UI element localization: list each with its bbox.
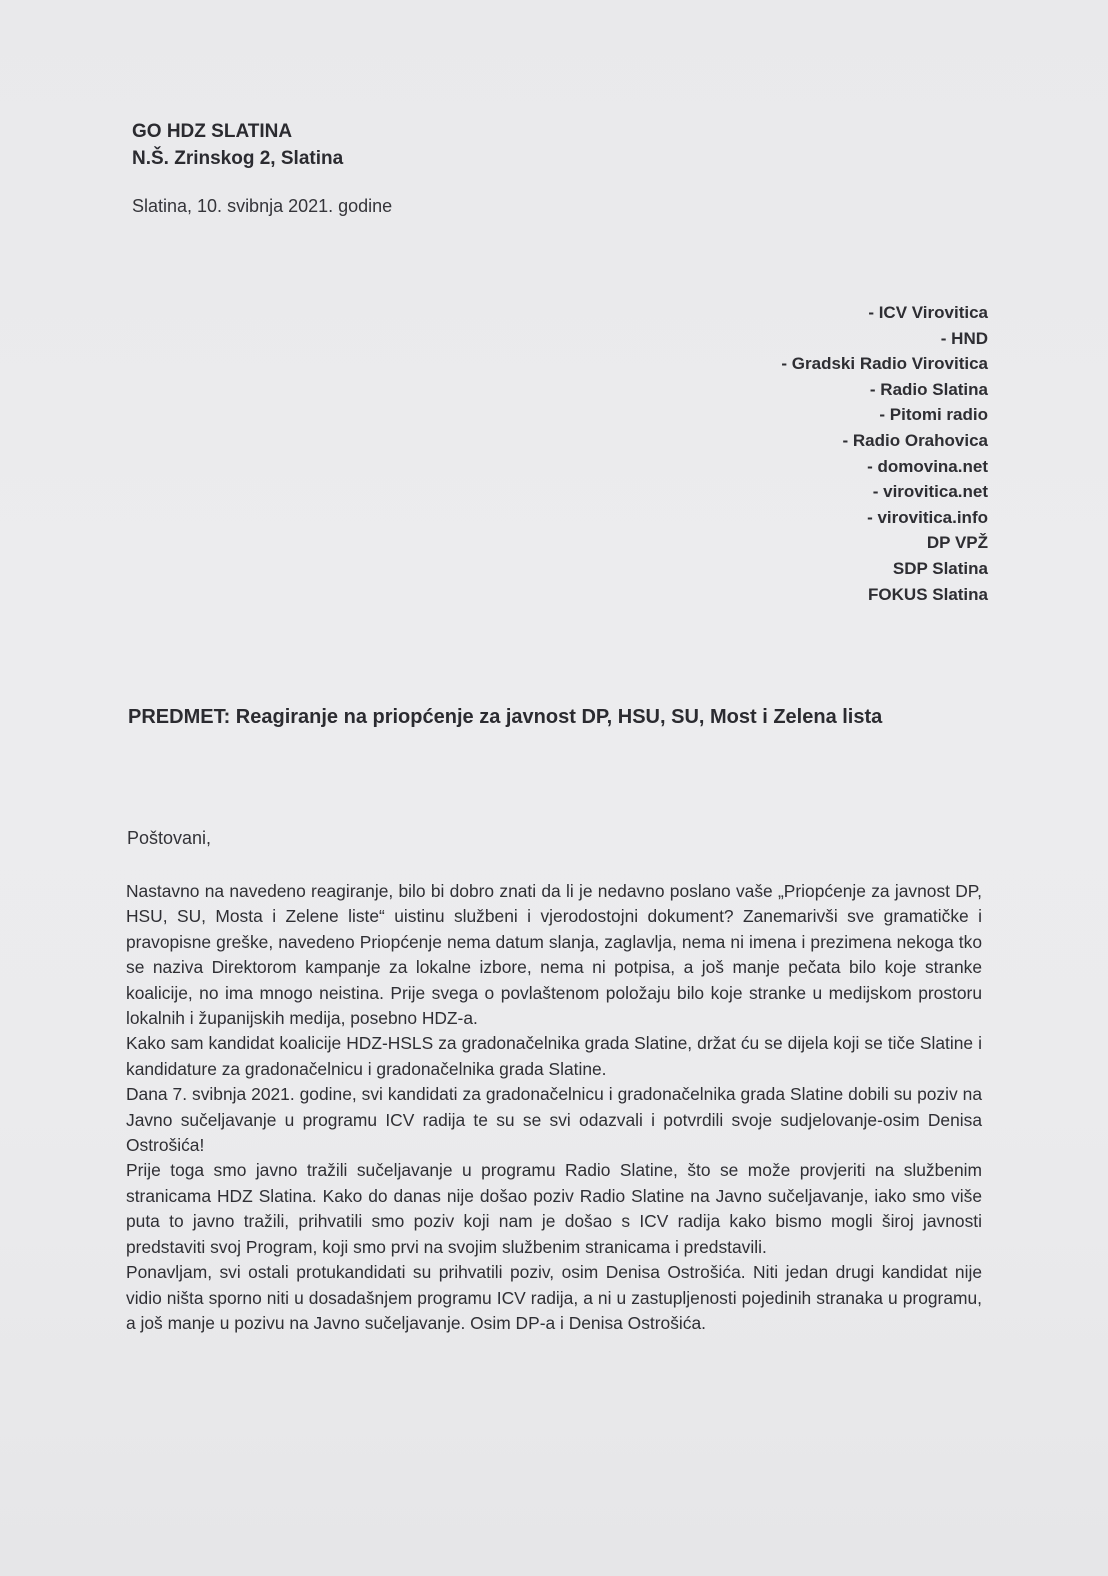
recipient-item: - Radio Slatina [869,379,988,399]
recipient-list [781,300,988,607]
recipient-item: - Pitomi radio [879,405,988,425]
recipient-item: DP VPŽ [926,533,988,553]
body-paragraph: Dana 7. svibnja 2021. godine, svi kandidati za gradonačelnicu i gradonačelnika grada Slatine dobili su poziv na Javno sučeljavanje u programu ICV radija te su se svi odazvali i potvrdili svoje sudjelovanje-osim Denisa Ostrošića! [126,1084,982,1156]
body-paragraph: Kako sam kandidat koalicije HDZ-HSLS za gradonačelnika grada Slatine, držat ću se dijela koji se tiče Slatine i kandidature za gradonačelnicu i gradonačelnika grada Slatine. [126,1033,982,1079]
sender-address: N.Š. Zrinskog 2, Slatina [132,148,344,169]
document-date: Slatina, 10. svibnja 2021. godine [132,196,393,216]
subject-line: PREDMET: Reagiranje na priopćenje za javnost DP, HSU, SU, Most i Zelena lista [128,706,883,728]
body-paragraph: Nastavno na navedeno reagiranje, bilo bi dobro znati da li je nedavno poslano vaše „Priopćenje za javnost DP, HSU, SU, Mosta i Zelene liste“ uistinu službeni i vjerodostojni dokument? Zanemarivši sve gramatičke i pravopisne greške, navedeno Priopćenje nema datum slanja, zaglavlja, nema ni imena i prezimena nekoga tko se naziva Direktorom kampanje za lokalne izbore, nema ni potpisa, a još manje pečata bilo koje stranke koalicije, no ima mnogo neistina. Prije svega o povlaštenom položaju bilo koje stranke u medijskom prostoru lokalnih i županijskih medija, posebno HDZ-a. [126,881,982,1029]
recipient-item: FOKUS Slatina [868,584,988,604]
recipient-item: - virovitica.net [872,482,988,502]
recipient-item: - HND [940,328,988,348]
recipient-item: - Gradski Radio Virovitica [781,354,988,374]
recipient-item: SDP Slatina [892,558,988,578]
sender-block [132,118,343,172]
sender-organization: GO HDZ SLATINA [132,121,293,142]
recipient-item: - Radio Orahovica [842,430,988,450]
recipient-item: - domovina.net [867,456,988,476]
recipient-item: - virovitica.info [867,507,988,527]
recipient-item: - ICV Virovitica [868,303,988,322]
body-paragraph: Ponavljam, svi ostali protukandidati su prihvatili poziv, osim Denisa Ostrošića. Niti jedan drugi kandidat nije vidio ništa sporno niti u dosadašnjem programu ICV radija, a ni u zastupljenosti pojedinih stranaka u programu, a još manje u pozivu na Javno sučeljavanje. Osim DP-a i Denisa Ostrošića. [126,1262,982,1333]
letter-body [126,879,982,1336]
body-paragraph: Prije toga smo javno tražili sučeljavanje u programu Radio Slatine, što se može provjeriti na službenim stranicama HDZ Slatina. Kako do danas nije došao poziv Radio Slatine na Javno sučeljavanje, iako smo više puta to javno tražili, prihvatili smo poziv koji nam je došao s ICV radija kako bismo mogli široj javnosti predstaviti svoj Program, koji smo prvi na svojim službenim stranicama i predstavili. [126,1160,982,1257]
greeting: Poštovani, [127,828,212,848]
